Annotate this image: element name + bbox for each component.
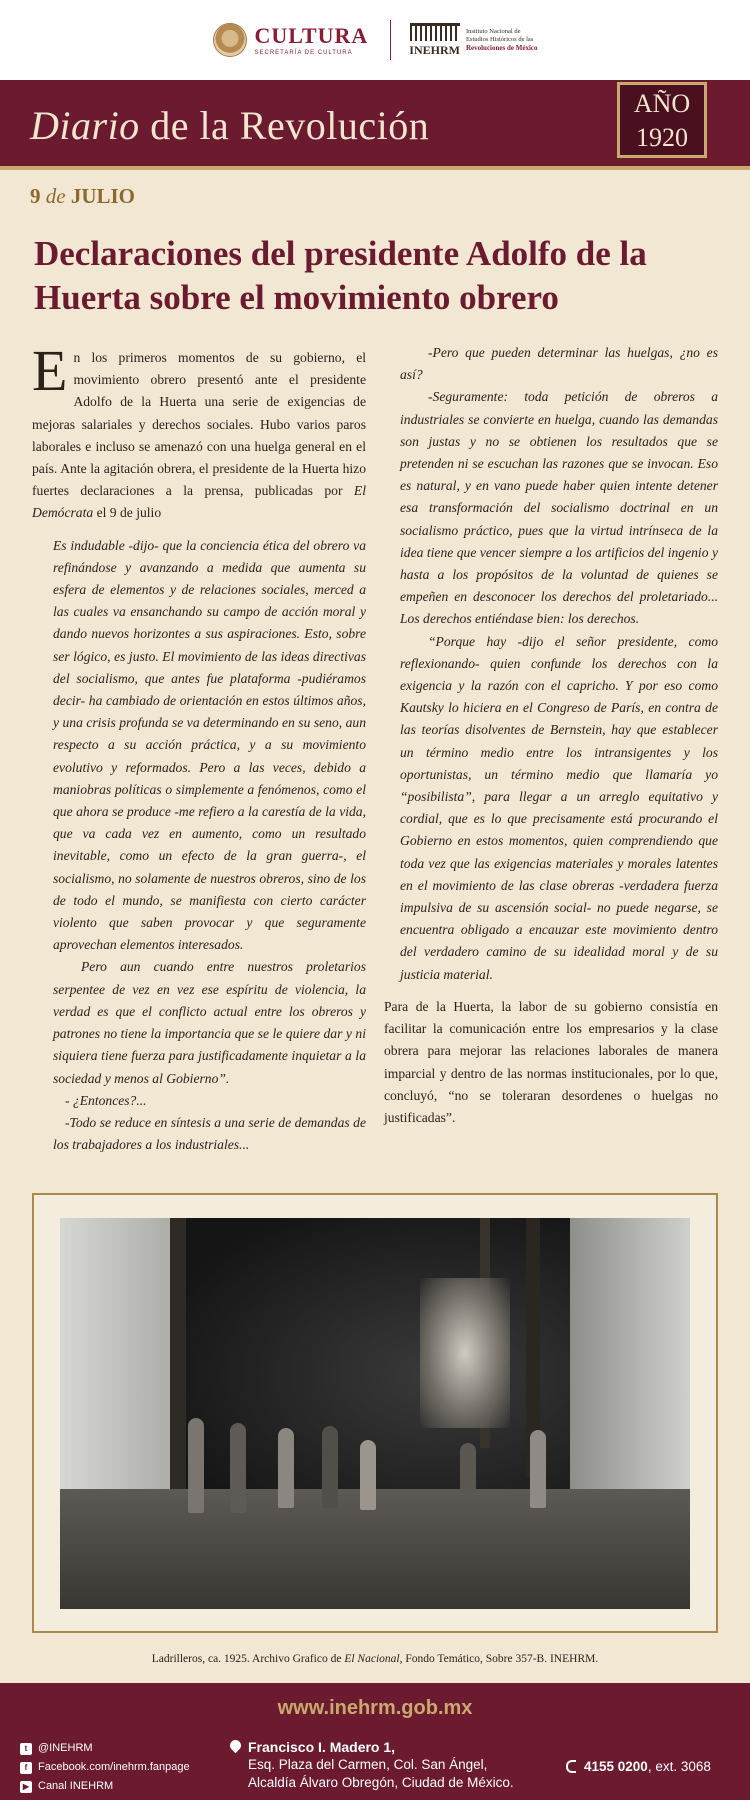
- caption-start: Ladrilleros, ca. 1925. Archivo Grafico de: [151, 1653, 345, 1665]
- phone-main: 4155 0200: [584, 1759, 648, 1774]
- twitter-handle: @INEHRM: [38, 1742, 93, 1754]
- date-day: 9: [30, 184, 41, 208]
- year-label: AÑO: [633, 89, 691, 118]
- article-title: Declaraciones del presidente Adolfo de la Huerta sobre el movimiento obrero: [34, 234, 647, 317]
- masthead-title: [30, 102, 429, 149]
- map-pin-icon: [228, 1738, 244, 1754]
- caption-end: , Fondo Temático, Sobre 357-B. INEHRM.: [399, 1653, 599, 1665]
- quote-paragraph-3: - ¿Entonces?...: [65, 1092, 147, 1108]
- national-seal-icon: [213, 23, 247, 57]
- masthead-italic: Diario: [30, 103, 140, 148]
- left-column: [32, 338, 366, 1156]
- intro-text: n los primeros momentos de su gobierno, el movimiento obrero presentó ante el presidente Adolfo de la Huerta una serie de exigencias de mejoras salariales y derechos sociales. Hubo varios paros laborales e incluso se amenazó con una huelga general en el país. Ante la agitación obrera, el presidente de la Huerta hizo fuertes declaraciones a la prensa, publicadas por: [32, 350, 366, 499]
- right-column: [384, 342, 718, 1129]
- cultura-logo[interactable]: [213, 23, 369, 57]
- phone-icon: [566, 1760, 576, 1773]
- date-month: JULIO: [70, 184, 136, 208]
- inehrm-desc-line-3: Revoluciones de México: [465, 43, 538, 52]
- inehrm-name: INEHRM: [409, 42, 460, 57]
- facebook-link[interactable]: [20, 1758, 190, 1777]
- historical-photo[interactable]: [60, 1218, 690, 1609]
- photo-worker: [278, 1428, 294, 1508]
- masthead-rest: de la Revolución: [139, 103, 430, 148]
- phone-ext: , ext. 3068: [647, 1759, 711, 1774]
- right-quote-1: -Pero que pueden determinar las huelgas, ¿no es así?: [400, 345, 718, 383]
- year-value: 1920: [636, 123, 688, 152]
- photo-wall-left: [60, 1218, 180, 1498]
- youtube-icon: ▶: [20, 1781, 32, 1793]
- intro-end: el 9 de julio: [93, 505, 162, 521]
- intro-paragraph: [32, 338, 366, 525]
- photo-worker: [322, 1426, 338, 1508]
- website-link[interactable]: www.inehrm.gob.mx: [277, 1697, 473, 1719]
- social-links: [20, 1739, 190, 1796]
- photo-worker: [360, 1440, 376, 1510]
- photo-worker: [188, 1418, 204, 1513]
- photo-worker: [230, 1423, 246, 1513]
- address-block: [248, 1738, 514, 1792]
- logo-bar: [0, 0, 750, 80]
- twitter-link[interactable]: [20, 1739, 190, 1758]
- issue-date: [30, 184, 135, 209]
- address-line-3: Alcaldía Álvaro Obregón, Ciudad de México.: [248, 1775, 514, 1790]
- photo-light: [420, 1278, 510, 1428]
- date-de: de: [40, 184, 71, 208]
- cultura-subtitle: SECRETARÍA DE CULTURA: [254, 49, 353, 56]
- photo-worker: [460, 1443, 476, 1493]
- logo-divider: [390, 20, 391, 60]
- cultura-name: CULTURA: [254, 22, 369, 48]
- address-street: Francisco I. Madero 1,: [248, 1739, 396, 1755]
- photo-caption: [0, 1653, 750, 1665]
- quote-paragraph-2: Pero aun cuando entre nuestros proletarios serpentee de vez en vez ese espíritu de violencia, la verdad es que el conflicto actual entre los obreros y patrones no tiene la importancia que se le quiere dar y ni siquiera tiene fuerza para justificadamente inquietar a la sociedad y menos al Gobierno”.: [53, 959, 366, 1086]
- photo-wall-right: [570, 1218, 690, 1518]
- caption-newspaper: El Nacional: [344, 1653, 400, 1665]
- address-line-2: Esq. Plaza del Carmen, Col. San Ángel,: [248, 1757, 488, 1772]
- phone-number[interactable]: [566, 1759, 711, 1774]
- youtube-channel: Canal INEHRM: [38, 1780, 114, 1792]
- quote-paragraph-1: Es indudable -dijo- que la conciencia ética del obrero va refinándose y avanzando a medida que aumenta su esfera de elementos y de relaciones sociales, merced a las cuales va ensanchando su campo de acción moral y dando nuevos horizontes a sus aspiraciones. Esto, sobre ser lógico, es justo. El movimiento de las ideas directivas del socialismo, que antes fue plataforma -pudiéramos decir- ha cambiado de orientación en estos últimos años, y una crisis profunda se va determinando en su seno, aun respecto a su acción práctica, y a su movimiento evolutivo y reformados. Pero a las veces, debido a maniobras políticas o simplemente a fenómenos, como el que ahora se produce -me refiero a la carestía de la vida, que va cada vez en aumento, como un resultado inevitable, como un efecto de la gran guerra-, el socialismo, no solamente de nuestros obreros, sino de los de todo el mundo, se manifiesta con cierto carácter violento que saben provocar y que seguramente aprovechan elementos interesados.: [53, 537, 366, 953]
- twitter-icon: t: [20, 1743, 32, 1755]
- quote-paragraph-4: -Todo se reduce en síntesis a una serie de demandas de los trabajadores a los industriales...: [53, 1114, 366, 1153]
- facebook-icon: f: [20, 1762, 32, 1774]
- closing-paragraph: Para de la Huerta, la labor de su gobierno consistía en facilitar la comunicación entre los empresarios y la clase obrera para mejorar las relaciones laborales de manera imparcial y dentro de las normas institucionales, por lo que, concluyó, “no se toleraran desordenes o huelgas no justificadas”.: [384, 998, 718, 1125]
- youtube-link[interactable]: [20, 1777, 190, 1796]
- inehrm-logo[interactable]: [409, 23, 537, 58]
- intro-newspaper: El Demócrata: [32, 483, 366, 521]
- photo-beam: [170, 1218, 186, 1518]
- inehrm-desc-line-2: Estudios Históricos de las: [465, 35, 534, 43]
- building-icon: [410, 23, 460, 41]
- drop-cap: E: [32, 338, 68, 403]
- inehrm-desc-line-1: Instituto Nacional de: [465, 28, 521, 35]
- photo-worker: [530, 1430, 546, 1508]
- year-badge: [617, 82, 707, 158]
- photo-frame: [32, 1193, 718, 1633]
- right-quote-2: -Seguramente: toda petición de obreros a industriales se convierte en huelga, cuando las demandas son justas y no se obtienen los resultados que se pretenden ni se escuchan las razones que se invocan. Eso es natural, y en vano puede haber quien intente detener esa transformación del socialismo doctrinal en un socialismo práctico, pues que la virtud intrínseca de la idea tiene que vencer siempre a los artificios del ingenio y hasta a los propósitos de la voluntad de quienes se empeñen en desconocer los derechos del proletariado... Los derechos entiéndase bien: los derechos.: [400, 389, 718, 627]
- right-quote-3: “Porque hay -dijo el señor presidente, como reflexionando- quien confunde los derechos con la exigencia y la razón con el capricho. Y por eso como Kautsky lo hiciera en el Congreso de París, en contra de las teorías disolventes de Bernstein, hay que establecer un término medio entre los intransigentes y los oportunistas, un término medio que llamaría yo “posibilista”, para llegar a un arreglo equitativo y cordial, que es lo que precisamente está procurando el Gobierno en estos momentos, quien comprendiendo que toda vez que las exigencias materiales y morales latentes en el movimiento de las clase obreras -verdadera fuerza impulsiva de su ascensión social- no puede negarse, se encuentra obligado a encauzar este movimiento dentro del verdadero camino de su idealidad moral y de su justicia material.: [400, 633, 718, 982]
- inehrm-description: [466, 28, 538, 52]
- facebook-handle: Facebook.com/inehrm.fanpage: [38, 1761, 190, 1773]
- footer: [0, 1683, 750, 1800]
